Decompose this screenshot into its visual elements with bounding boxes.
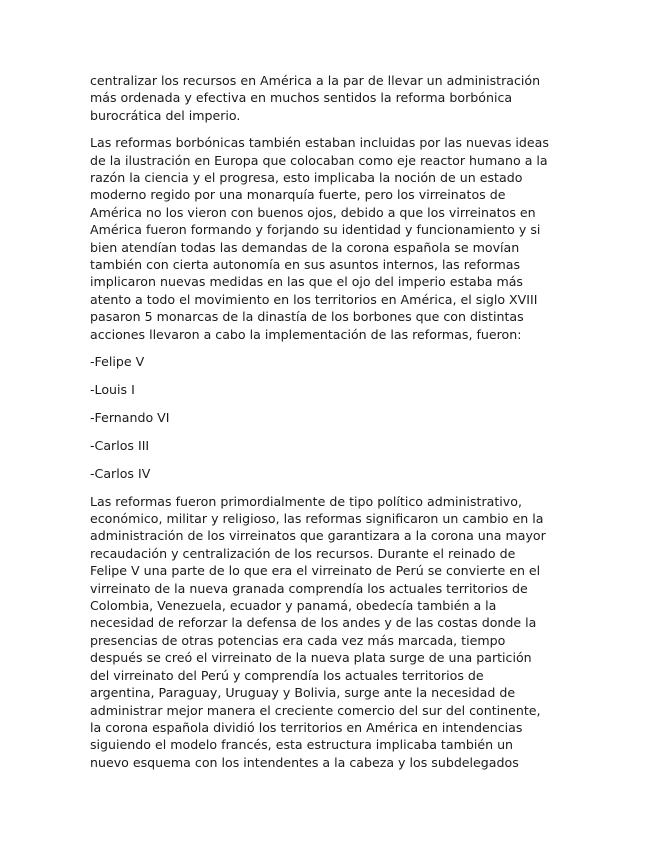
text-line: administración de los virreinatos que garantizara a la corona una mayor	[90, 528, 546, 544]
text-line: Las reformas fueron primordialmente de tipo político administrativo,	[90, 493, 522, 509]
text-line: América no los vieron con buenos ojos, debido a que los virreinatos en	[90, 204, 536, 220]
text-line: la corona española dividió los territorios en América en intendencias	[90, 719, 523, 735]
text-line: argentina, Paraguay, Uruguay y Bolivia, surge ante la necesidad de	[90, 685, 516, 701]
monarch-item: -Carlos IV	[90, 465, 151, 481]
text-line: siguiendo el modelo francés, esta estructura implicaba también un	[90, 737, 514, 753]
text-line: del virreinato del Perú y comprendía los actuales territorios de	[90, 667, 484, 683]
text-line: Felipe V una parte de lo que era el virreinato de Perú se convierte en el	[90, 563, 541, 579]
text-line: Las reformas borbónicas también estaban incluidas por las nuevas ideas	[90, 135, 549, 151]
text-line: administrar mejor manera el creciente comercio del sur del continente,	[90, 702, 541, 718]
document-page	[90, 72, 570, 781]
monarch-item: -Carlos III	[90, 437, 150, 453]
paragraph-reforms	[90, 134, 570, 343]
paragraph-closing	[90, 493, 570, 772]
monarch-list	[90, 353, 570, 482]
text-line: necesidad de reforzar la defensa de los andes y de las costas donde la	[90, 615, 537, 631]
monarch-item: -Felipe V	[90, 354, 145, 370]
text-line: razón la ciencia y el progresa, esto implicaba la noción de un estado	[90, 170, 523, 186]
monarch-item: -Louis I	[90, 382, 135, 397]
text-line: centralizar los recursos en América a la par de llevar un administración	[90, 73, 541, 88]
text-line: Colombia, Venezuela, ecuador y panamá, obedecía también a la	[90, 598, 497, 614]
text-line: de la ilustración en Europa que colocaban como eje reactor humano a la	[90, 152, 548, 168]
text-line: acciones llevaron a cabo la implementación de las reformas, fueron:	[90, 326, 522, 342]
text-line: económico, militar y religioso, las reformas significaron un cambio en la	[90, 511, 544, 527]
text-line: pasaron 5 monarcas de la dinastía de los borbones que con distintas	[90, 309, 524, 325]
paragraph-intro	[90, 72, 570, 124]
text-line: presencias de otras potencias era cada vez más marcada, tiempo	[90, 632, 506, 648]
text-line: atento a todo el movimiento en los territorios en América, el siglo XVIII	[90, 291, 538, 307]
text-line: virreinato de la nueva granada comprendía los actuales territorios de	[90, 580, 528, 596]
text-line: América fueron formando y forjando su identidad y funcionamiento y si	[90, 222, 541, 238]
text-line: más ordenada y efectiva en muchos sentidos la reforma borbónica	[90, 90, 513, 106]
text-line: nuevo esquema con los intendentes a la cabeza y los subdelegados	[90, 754, 519, 770]
text-line: después se creó el virreinato de la nueva plata surge de una partición	[90, 650, 532, 666]
text-line: implicaron nuevas medidas en las que el ojo del imperio estaba más	[90, 274, 523, 290]
text-line: también con cierta autonomía en sus asuntos internos, las reformas	[90, 257, 521, 273]
text-line: moderno regido por una monarquía fuerte, pero los virreinatos de	[90, 187, 506, 203]
text-line: recaudación y centralización de los recursos. Durante el reinado de	[90, 545, 516, 561]
text-line: bien atendían todas las demandas de la corona española se movían	[90, 239, 520, 255]
monarch-item: -Fernando VI	[90, 409, 170, 425]
text-line: burocrática del imperio.	[90, 107, 241, 123]
